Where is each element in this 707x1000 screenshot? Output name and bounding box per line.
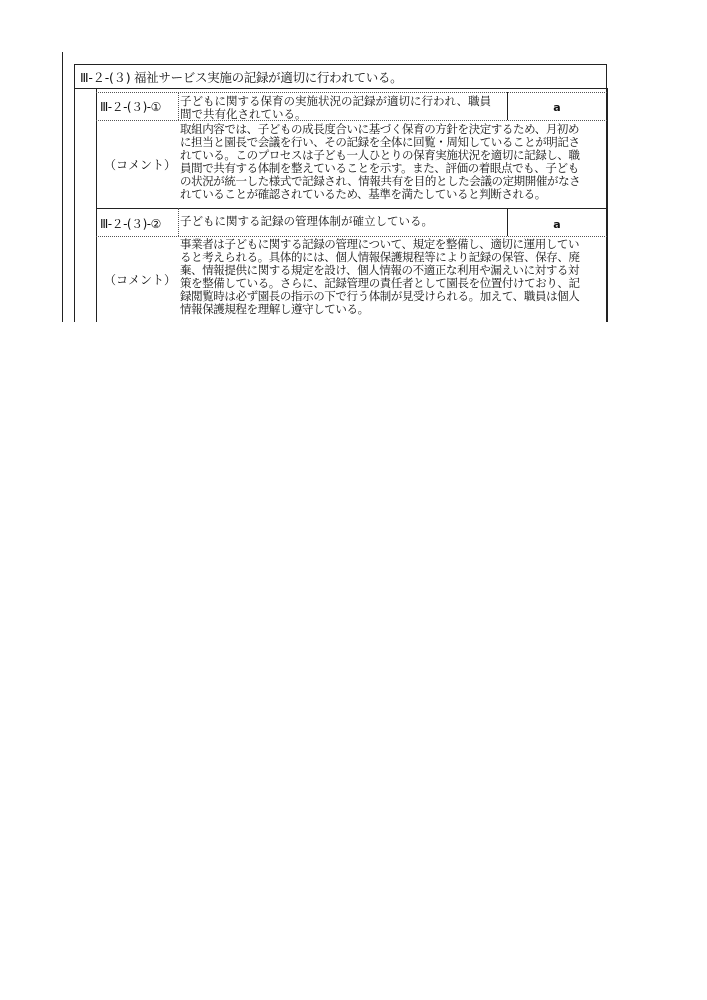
item2-top-rule (96, 208, 607, 209)
item2-grade: a (553, 218, 561, 231)
outer-left-rule (62, 52, 63, 322)
item2-comment-label: （コメント） (103, 273, 176, 287)
item2-title: 子どもに関する記録の管理体制が確立している。 (180, 214, 433, 228)
item1-comment-label: （コメント） (103, 158, 176, 172)
item2-code-divider (178, 208, 179, 236)
item1-top-rule (96, 92, 607, 93)
item1-code-divider (178, 92, 179, 120)
heading-divider (74, 88, 607, 89)
item1-grade: a (553, 101, 561, 114)
item1-comment: 取組内容では、子どもの成長度合いに基づく保育の方針を決定するため、月初め に担当と園長で会議を行い、その記録を全体に回覧・周知していることが明記さ れている。このプロセスは子ども一人ひとりの保育実施状況を適切に記録し、職 員間で共有する体制を整えていることを示す。また、評価の着眼点でも、子ども の状況が統一した様式で記録され、情報共有を目的とした会議の定期開催がなさ れていることが確認されているため、基準を満たしていると判断される。 (180, 122, 581, 202)
item1-code: Ⅲ-２-(３)-① (100, 100, 161, 114)
item1-mid-rule (96, 120, 607, 121)
item1-title: 子どもに関する保育の実施状況の記録が適切に行われ、職員 間で共有化されている。 (180, 94, 492, 121)
item2-comment: 事業者は子どもに関する記録の管理について、規定を整備し、適切に運用してい ると考えられる。具体的には、個人情報保護規程等により記録の保管、保存、廃 棄、情報提供に関する規定を設け、個人情報の不適正な利用や漏えいに対する対 策を整備している。さらに、記録管理の責任者として園長を位置付けており、記 録閲覧時は必ず園長の指示の下で行う体制が見受けられる。加えて、職員は個人 情報保護規程を理解し遵守している。 (180, 237, 580, 317)
indent-rule (96, 88, 97, 322)
section-heading: Ⅲ-２-(３) 福祉サービス実施の記録が適切に行われている。 (80, 70, 403, 85)
item2-code: Ⅲ-２-(３)-② (100, 217, 161, 231)
